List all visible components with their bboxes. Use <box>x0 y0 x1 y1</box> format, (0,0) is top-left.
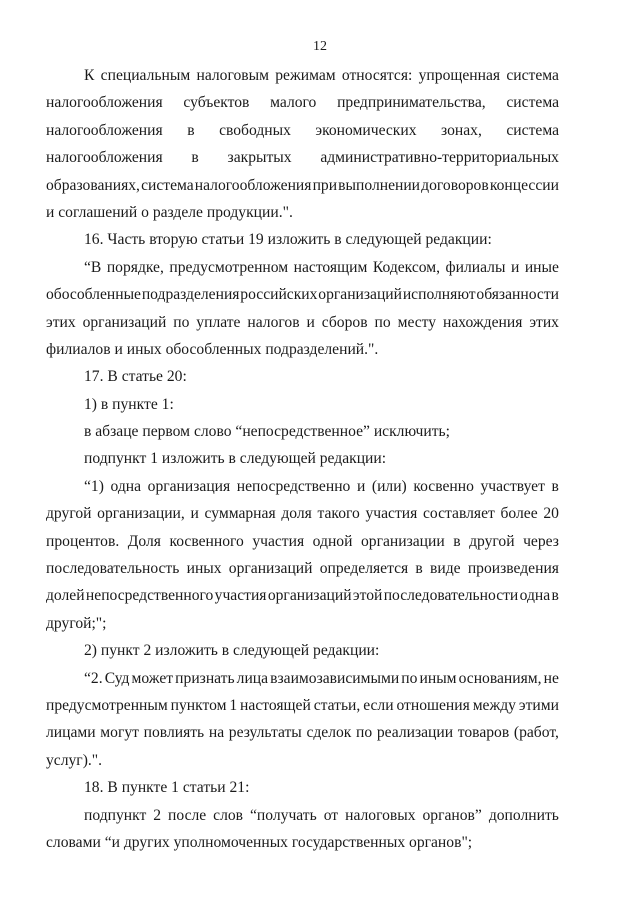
text-line: 18. В пункте 1 статьи 21: <box>84 779 250 797</box>
text-line: этих организаций по уплате налогов и сборов по месту нахождения этих <box>46 313 559 331</box>
text-line: “1) одна организация непосредственно и (или) косвенно участвует в <box>84 477 559 495</box>
text-line: образованиях, система налогообложения при выполнении договоров концессии <box>46 176 559 194</box>
text-line: “В порядке, предусмотренном настоящим Кодексом, филиалы и иные <box>84 258 559 276</box>
text-line: услуг).". <box>46 751 103 769</box>
text-line: и соглашений о разделе продукции.". <box>46 203 293 221</box>
text-line: 17. В статье 20: <box>84 368 187 386</box>
text-line: налогообложения субъектов малого предпринимательства, система <box>46 94 559 112</box>
text-line: подпункт 2 после слов “получать от налоговых органов” дополнить <box>84 806 559 824</box>
text-line: в абзаце первом слово “непосредственное” исключить; <box>84 423 450 441</box>
text-line: “2. Суд может признать лица взаимозависимыми по иным основаниям, не <box>84 669 559 687</box>
text-line: последовательность иных организаций определяется в виде произведения <box>46 560 559 578</box>
text-line: процентов. Доля косвенного участия одной организации в другой через <box>46 532 559 550</box>
text-line: предусмотренным пунктом 1 настоящей статьи, если отношения между этими <box>46 696 559 714</box>
text-line: 2) пункт 2 изложить в следующей редакции: <box>84 642 380 660</box>
text-line: обособленные подразделения российских организаций исполняют обязанности <box>46 286 559 304</box>
text-line: налогообложения в свободных экономических зонах, система <box>46 121 559 139</box>
text-line: филиалов и иных обособленных подразделений.". <box>46 340 379 358</box>
text-line: 16. Часть вторую статьи 19 изложить в следующей редакции: <box>84 231 492 249</box>
text-line: 1) в пункте 1: <box>84 395 174 413</box>
text-line: другой организации, и суммарная доля такого участия составляет более 20 <box>46 505 559 523</box>
page-number: 12 <box>313 39 327 54</box>
text-line: лицами могут повлиять на результаты сделок по реализации товаров (работ, <box>46 724 559 742</box>
document-body <box>46 62 559 856</box>
text-line: словами “и других уполномоченных государственных органов"; <box>46 833 473 851</box>
text-line: подпункт 1 изложить в следующей редакции: <box>84 450 387 468</box>
text-line: К специальным налоговым режимам относятся: упрощенная система <box>84 67 559 84</box>
text-line: другой;"; <box>46 614 107 632</box>
text-line: долей непосредственного участия организаций этой последовательности одна в <box>46 587 559 605</box>
text-line: налогообложения в закрытых административно-территориальных <box>46 149 559 167</box>
